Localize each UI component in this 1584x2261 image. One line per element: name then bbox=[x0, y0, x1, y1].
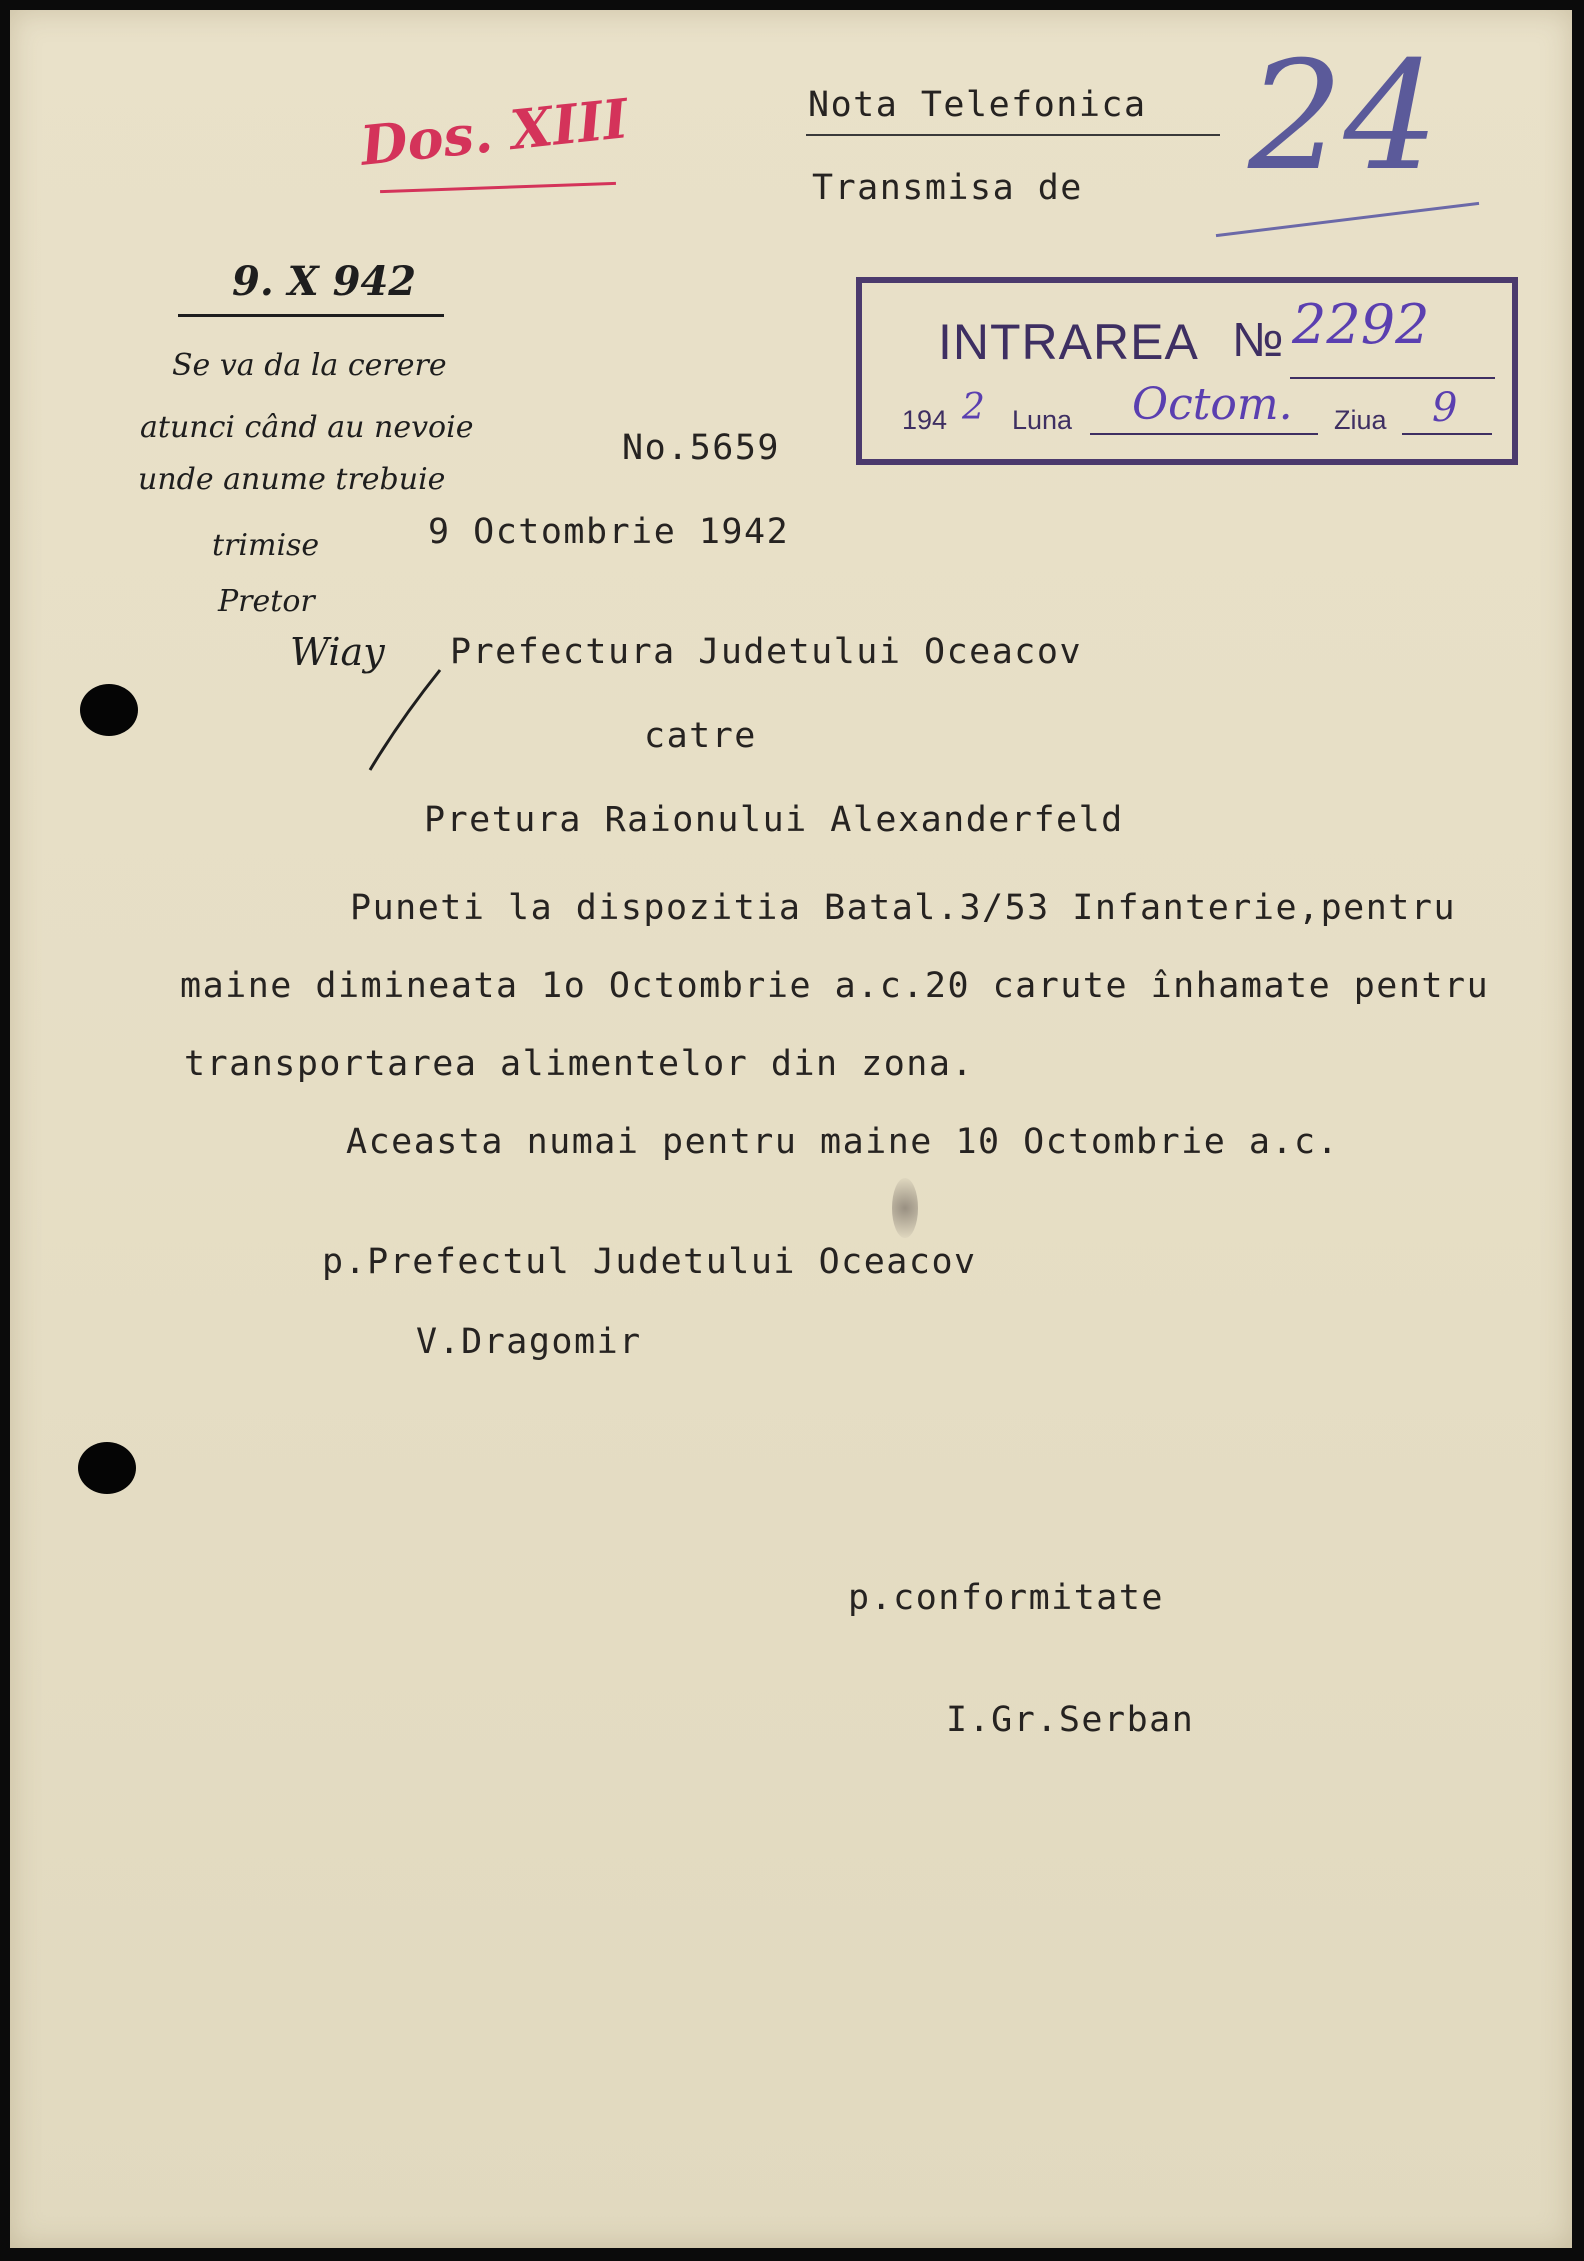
body-line: maine dimineata 1o Octombrie a.c.20 carute înhamate pentru bbox=[180, 966, 1490, 1006]
margin-note-date-underline bbox=[178, 314, 444, 317]
punch-hole-bottom bbox=[78, 1442, 136, 1494]
margin-note-line: Se va da la cerere bbox=[172, 348, 447, 383]
stamp-month-label: Luna bbox=[1012, 405, 1073, 435]
body-line: Aceasta numai pentru maine 10 Octombrie a.c. bbox=[346, 1122, 1340, 1162]
margin-note-signature: Wiay bbox=[290, 630, 385, 674]
body-line: transportarea alimentelor din zona. bbox=[184, 1044, 975, 1084]
margin-note-line: trimise bbox=[212, 528, 320, 563]
stamp-day-line bbox=[1402, 433, 1492, 435]
stamp-month-line bbox=[1090, 433, 1318, 435]
body-line: Puneti la dispozitia Batal.3/53 Infanterie,pentru bbox=[350, 888, 1457, 928]
page-number: 24 bbox=[1248, 30, 1439, 204]
sender: Prefectura Judetului Oceacov bbox=[450, 632, 1083, 672]
document-date: 9 Octombrie 1942 bbox=[428, 512, 790, 552]
conformity-label: p.conformitate bbox=[848, 1578, 1165, 1618]
stamp-title: INTRAREA bbox=[938, 314, 1199, 370]
margin-note-line: unde anume trebuie bbox=[138, 462, 446, 497]
stamp-month-value: Octom. bbox=[1132, 379, 1293, 430]
to-word: catre bbox=[644, 716, 757, 756]
stamp-number-line bbox=[1290, 377, 1495, 379]
margin-note-date: 9. X 942 bbox=[232, 258, 417, 305]
note-type: Nota Telefonica bbox=[808, 85, 1147, 125]
conformity-name: I.Gr.Serban bbox=[946, 1700, 1195, 1740]
stamp-year-prefix: 194 bbox=[902, 405, 948, 435]
document-number: No.5659 bbox=[622, 428, 781, 468]
stamp-day-label: Ziua bbox=[1334, 405, 1387, 435]
margin-note-line: Pretor bbox=[218, 584, 315, 619]
stamp-no-sign: № bbox=[1232, 314, 1284, 367]
entry-stamp bbox=[856, 277, 1518, 465]
recipient: Pretura Raionului Alexanderfeld bbox=[424, 800, 1124, 840]
stamp-year-digit: 2 bbox=[962, 387, 985, 428]
signer-name: V.Dragomir bbox=[416, 1322, 642, 1362]
punch-hole-top bbox=[80, 684, 138, 736]
stamp-day-value: 9 bbox=[1432, 385, 1458, 431]
signer-title: p.Prefectul Judetului Oceacov bbox=[322, 1242, 977, 1282]
archive-mark: Dos. XIII bbox=[357, 86, 632, 178]
ink-smudge bbox=[892, 1178, 918, 1238]
note-type-underline bbox=[806, 134, 1220, 136]
transmitted-by-label: Transmisa de bbox=[812, 168, 1083, 208]
stamp-entry-number: 2292 bbox=[1292, 293, 1430, 356]
signature-stroke bbox=[360, 660, 450, 780]
margin-note-line: atunci când au nevoie bbox=[140, 410, 474, 445]
